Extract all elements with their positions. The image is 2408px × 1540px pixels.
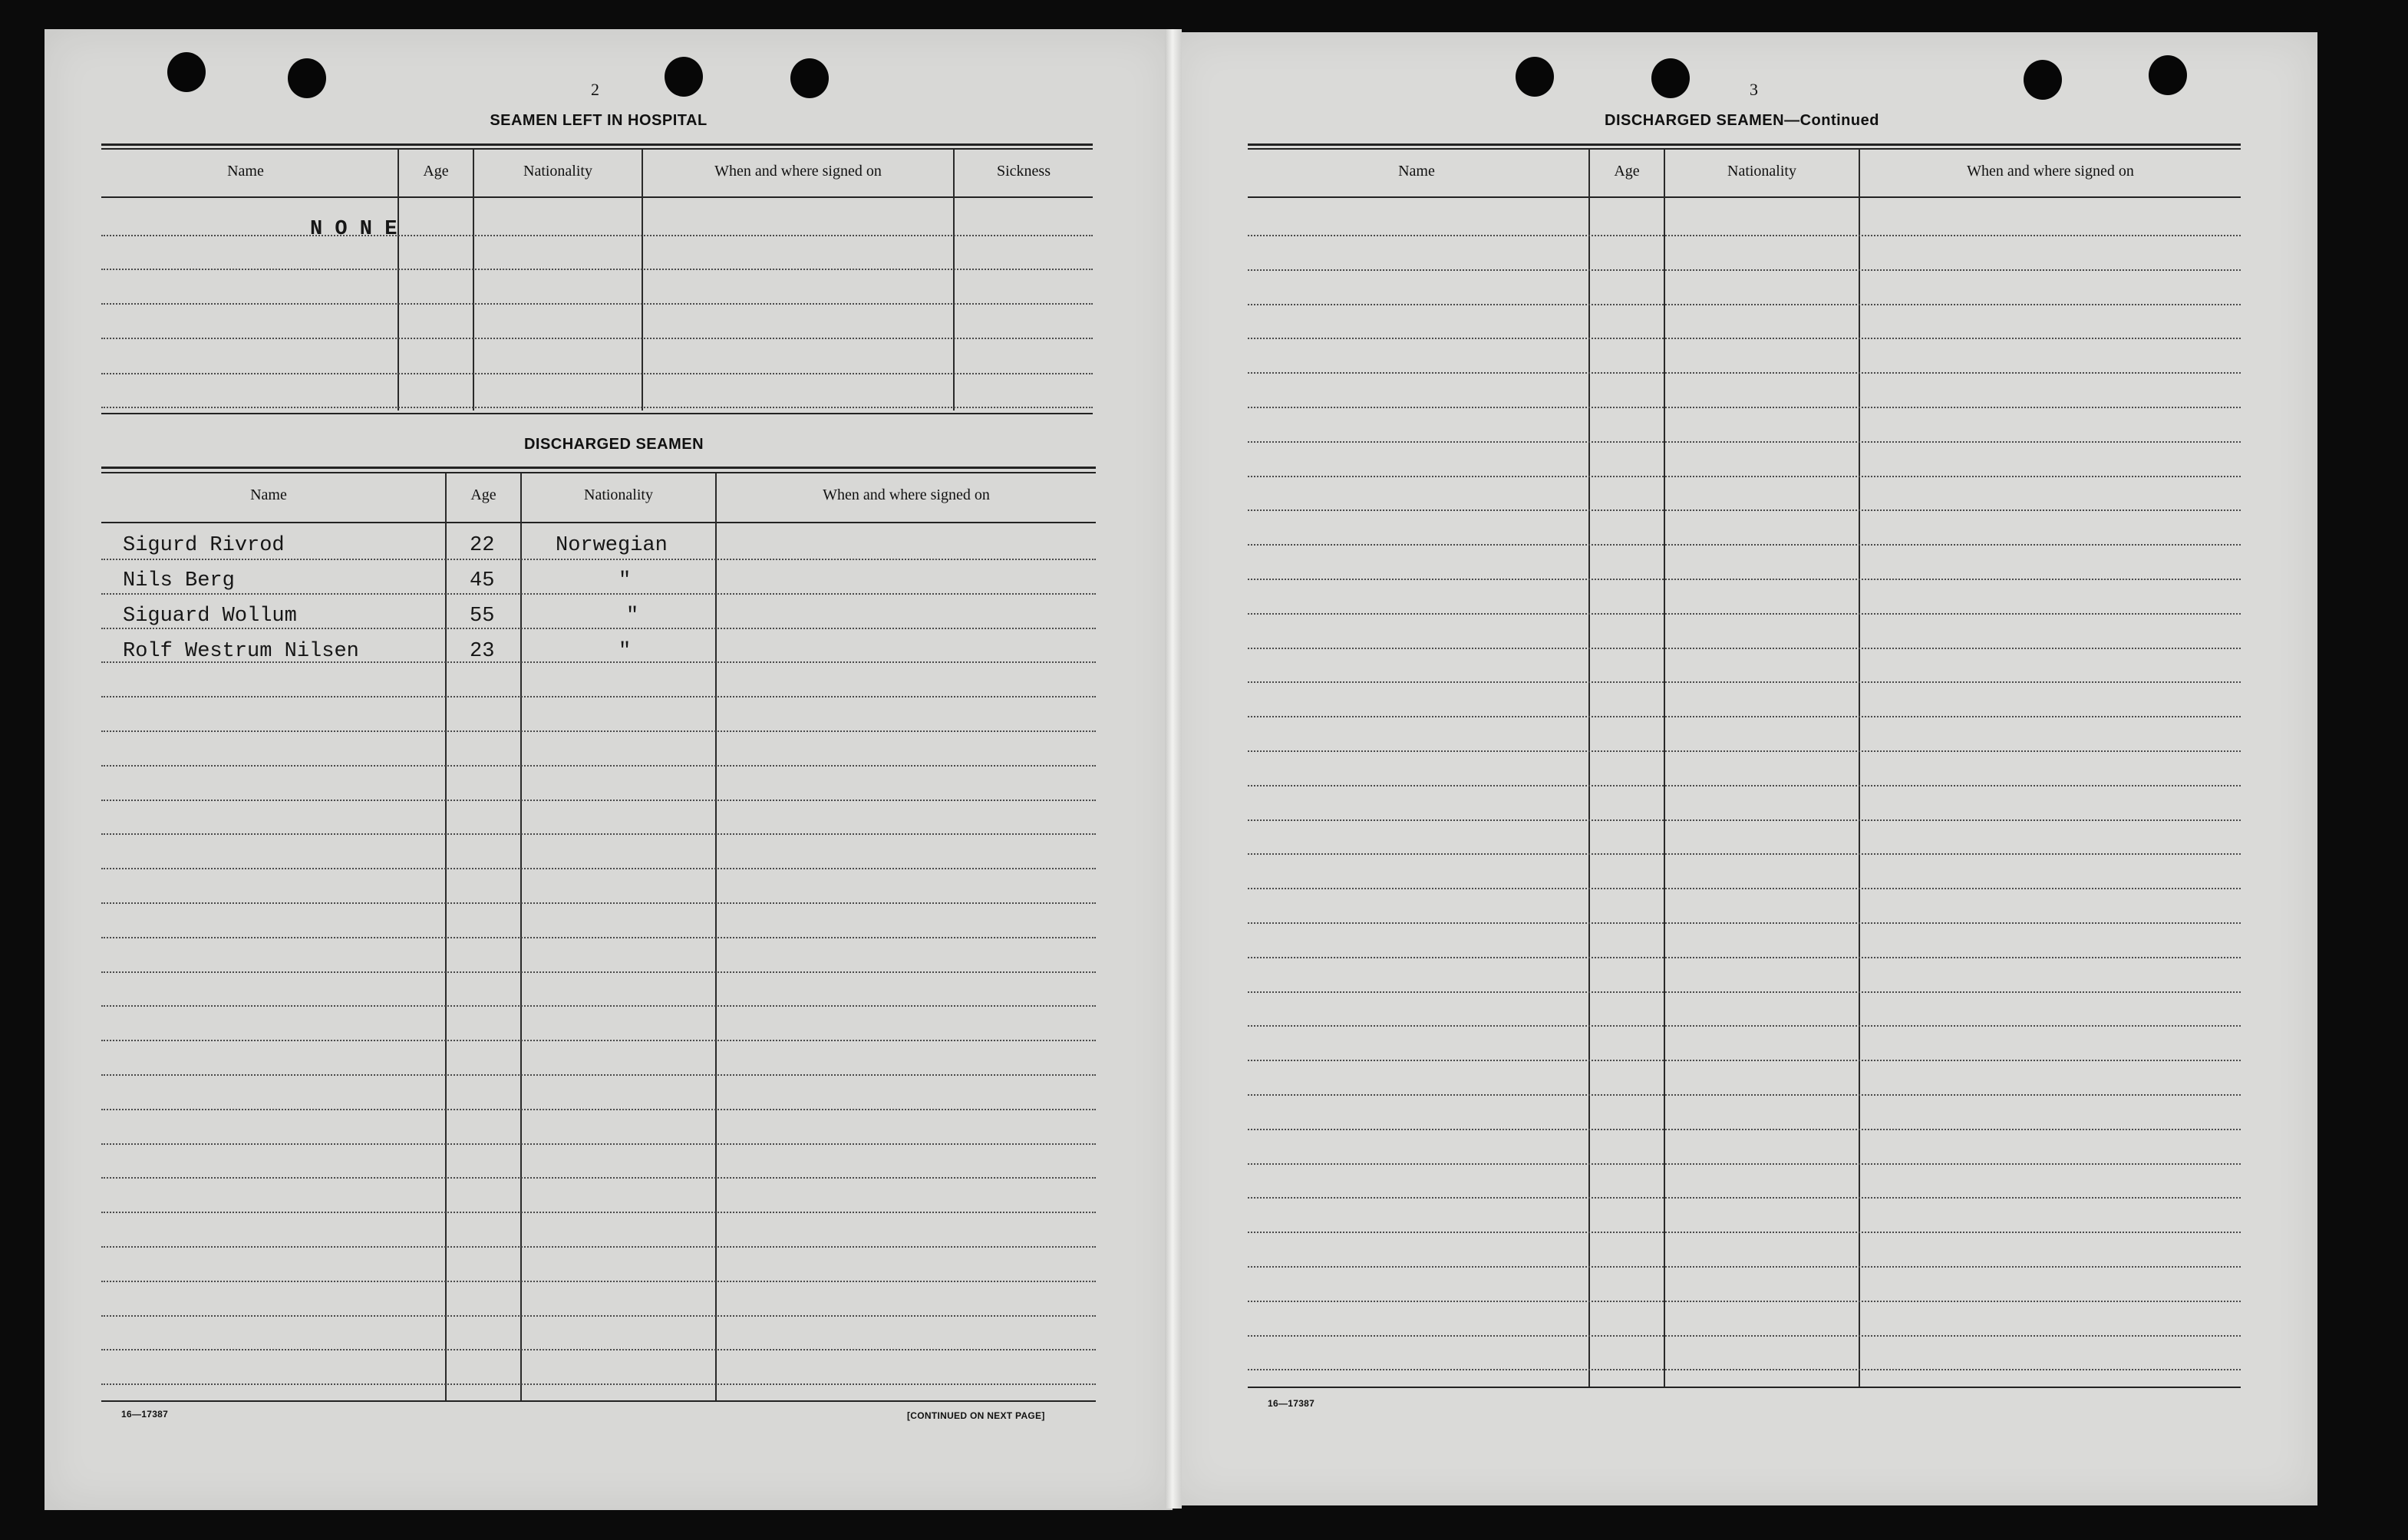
discharged-col-name: Name: [250, 486, 287, 503]
discharged-top-rule-2: [101, 472, 1096, 473]
hospital-col-divider: [953, 150, 955, 411]
ruled-row-line: [101, 593, 1096, 595]
ruled-row-line: [1248, 1301, 2241, 1302]
ruled-row-line: [101, 559, 1096, 560]
ruled-row-line: [1248, 1163, 2241, 1165]
ruled-row-line: [101, 800, 1096, 801]
hospital-section-title: SEAMEN LEFT IN HOSPITAL: [490, 112, 708, 129]
ruled-row-line: [101, 1109, 1096, 1110]
hospital-row-line: [101, 373, 1093, 374]
hospital-col-divider: [473, 150, 474, 411]
hospital-col-sickness: Sickness: [997, 163, 1051, 180]
hospital-none-entry: N O N E: [310, 218, 397, 241]
ruled-row-line: [101, 1349, 1096, 1350]
ruled-row-line: [1248, 1232, 2241, 1233]
ruled-row-line: [101, 1212, 1096, 1213]
ruled-row-line: [1248, 991, 2241, 993]
discharged-col-signed-on: When and where signed on: [823, 486, 990, 503]
discharged-row-nationality: ": [626, 605, 639, 628]
punch-hole-icon: [167, 52, 206, 92]
ruled-row-line: [101, 730, 1096, 732]
hospital-row-line: [101, 235, 1093, 236]
discharged-row-age: 22: [470, 534, 495, 557]
right-col-age: Age: [1614, 163, 1640, 180]
punch-hole-icon: [1516, 57, 1554, 97]
hospital-top-rule-2: [101, 148, 1093, 150]
right-col-divider: [1664, 150, 1665, 1387]
ruled-row-line: [101, 1005, 1096, 1007]
hospital-col-nationality: Nationality: [523, 163, 592, 180]
punch-hole-icon: [2024, 60, 2062, 100]
ruled-row-line: [1248, 716, 2241, 717]
discharged-row-name: Nils Berg: [123, 569, 235, 592]
continued-note: [CONTINUED ON NEXT PAGE]: [907, 1410, 1045, 1421]
ruled-row-line: [1248, 922, 2241, 924]
punch-hole-icon: [288, 58, 326, 98]
hospital-header-rule: [101, 196, 1093, 198]
ruled-row-line: [101, 1143, 1096, 1145]
ruled-row-line: [1248, 1094, 2241, 1096]
discharged-header-rule: [101, 522, 1096, 523]
ruled-row-line: [101, 628, 1096, 629]
hospital-bottom-rule: [101, 413, 1093, 414]
ruled-row-line: [1248, 750, 2241, 752]
hospital-row-line: [101, 303, 1093, 305]
ruled-row-line: [101, 971, 1096, 973]
form-number: 16—17387: [1268, 1398, 1315, 1409]
discharged-row-nationality: ": [618, 640, 632, 663]
ruled-row-line: [101, 833, 1096, 835]
hospital-col-divider: [642, 150, 643, 411]
discharged-row-age: 45: [470, 569, 495, 592]
ruled-row-line: [1248, 1369, 2241, 1370]
ruled-row-line: [1248, 853, 2241, 855]
right-top-rule-2: [1248, 148, 2241, 150]
right-page: [1173, 32, 2317, 1505]
ruled-row-line: [1248, 476, 2241, 477]
ruled-row-line: [101, 1246, 1096, 1248]
discharged-row-name: Siguard Wollum: [123, 605, 297, 628]
ruled-row-line: [1248, 648, 2241, 649]
ruled-row-line: [101, 1040, 1096, 1041]
right-col-divider: [1859, 150, 1860, 1387]
ruled-row-line: [101, 1074, 1096, 1076]
punch-hole-icon: [2149, 55, 2187, 95]
ruled-row-line: [1248, 544, 2241, 546]
hospital-row-line: [101, 407, 1093, 408]
discharged-row-name: Sigurd Rivrod: [123, 534, 285, 557]
ruled-row-line: [101, 1177, 1096, 1179]
right-col-divider: [1588, 150, 1590, 1387]
ruled-row-line: [101, 696, 1096, 697]
ruled-row-line: [1248, 269, 2241, 271]
ruled-row-line: [1248, 1266, 2241, 1268]
hospital-top-rule: [101, 143, 1093, 146]
ruled-row-line: [101, 765, 1096, 767]
page-number: 2: [591, 80, 599, 99]
discharged-col-nationality: Nationality: [584, 486, 653, 503]
discharged-row-age: 55: [470, 605, 495, 628]
form-number: 16—17387: [121, 1409, 169, 1420]
discharged-top-rule: [101, 467, 1096, 469]
ruled-row-line: [1248, 681, 2241, 683]
right-top-rule: [1248, 143, 2241, 146]
discharged-row-name: Rolf Westrum Nilsen: [123, 640, 359, 663]
right-col-signed-on: When and where signed on: [1967, 163, 2134, 180]
hospital-col-age: Age: [423, 163, 449, 180]
ruled-row-line: [1248, 304, 2241, 305]
ruled-row-line: [1248, 785, 2241, 786]
page-number: 3: [1750, 80, 1758, 99]
hospital-row-line: [101, 338, 1093, 339]
ruled-row-line: [101, 1281, 1096, 1282]
ruled-row-line: [1248, 957, 2241, 958]
right-header-rule: [1248, 196, 2241, 198]
ruled-row-line: [1248, 407, 2241, 408]
discharged-row-nationality: ": [618, 569, 632, 592]
ruled-row-line: [1248, 888, 2241, 889]
discharged-col-age: Age: [470, 486, 496, 503]
hospital-row-line: [101, 269, 1093, 270]
ruled-row-line: [1248, 1060, 2241, 1061]
hospital-col-name: Name: [227, 163, 264, 180]
ruled-row-line: [1248, 1025, 2241, 1027]
ruled-row-line: [1248, 441, 2241, 443]
ruled-row-line: [101, 1315, 1096, 1317]
ruled-row-line: [1248, 338, 2241, 339]
ruled-row-line: [1248, 1197, 2241, 1199]
ruled-row-line: [1248, 613, 2241, 615]
ruled-row-line: [1248, 579, 2241, 580]
left-page: [45, 29, 1173, 1510]
discharged-continued-title: DISCHARGED SEAMEN—Continued: [1605, 112, 1879, 129]
page-fold: [1165, 29, 1182, 1509]
right-col-name: Name: [1398, 163, 1435, 180]
ruled-row-line: [101, 902, 1096, 904]
ruled-row-line: [1248, 819, 2241, 821]
ruled-row-line: [101, 937, 1096, 938]
hospital-col-divider: [397, 150, 399, 411]
punch-hole-icon: [1651, 58, 1690, 98]
ruled-row-line: [101, 868, 1096, 869]
ruled-row-line: [1248, 372, 2241, 374]
ruled-row-line: [1248, 235, 2241, 236]
discharged-row-age: 23: [470, 640, 495, 663]
ruled-row-line: [1248, 1129, 2241, 1130]
punch-hole-icon: [665, 57, 703, 97]
right-bottom-rule: [1248, 1387, 2241, 1388]
ruled-row-line: [1248, 509, 2241, 511]
ruled-row-line: [1248, 1335, 2241, 1337]
right-col-nationality: Nationality: [1727, 163, 1796, 180]
discharged-row-nationality: Norwegian: [556, 534, 668, 557]
discharged-bottom-rule: [101, 1400, 1096, 1402]
ruled-row-line: [101, 1383, 1096, 1385]
hospital-col-signed-on: When and where signed on: [714, 163, 882, 180]
discharged-section-title: DISCHARGED SEAMEN: [523, 436, 704, 453]
punch-hole-icon: [790, 58, 829, 98]
